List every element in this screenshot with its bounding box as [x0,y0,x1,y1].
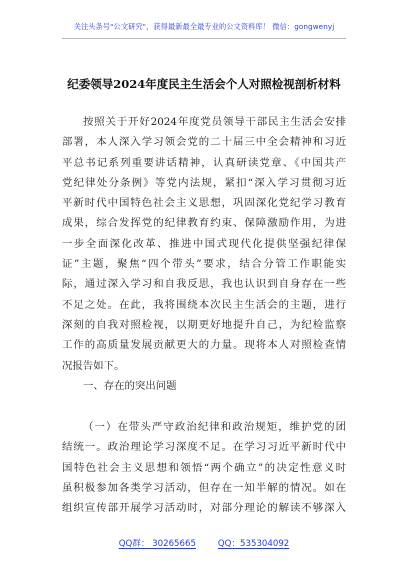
paragraph-line: 虽积极参加各类学习活动，但存在一知半解的情况。如在 [62,481,346,494]
paragraph-line: 结统一。政治理论学习深度不足。在学习习近平新时代中 [62,441,346,454]
paragraph-line: （一）在带头严守政治纪律和政治规矩，维护党的团 [83,421,346,433]
paragraph-line: 部署，本人深入学习领会党的二十届三中全会精神和习近 [62,136,346,149]
section-heading [62,376,346,396]
paragraph-line: 深刻的自我对照检视，以期更好地提升自己，为纪检监察 [62,318,346,331]
paragraph-line: 平总书记系列重要讲话精神，认真研读党章、《中国共产 [62,156,346,169]
paragraph-line: 一步全面深化改革、推进中国式现代化提供坚强纪律保 [62,237,346,250]
header-promo-text[interactable]: 关注头条号"公文研究"，获得最新最全最专业的公文资料库！ 微信：gongwenyj [73,22,335,31]
footer-contact[interactable] [0,537,408,549]
header-divider [62,38,346,39]
paragraph-line: 国特色社会主义思想和领悟“两个确立”的决定性意义时 [62,461,346,474]
paragraph-line: 党纪律处分条例》等党内法规，紧扣“深入学习贯彻习近 [62,176,346,189]
paragraph-issue-1 [62,417,346,518]
paragraph-intro [62,112,346,376]
paragraph-line: 际，通过深入学习和自我反思，我也认识到自身存在一些 [62,278,346,291]
paragraph-line: 证”主题，聚焦“四个带头”要求，结合分管工作职能实 [62,258,346,271]
paragraph-line: 平新时代中国特色社会主义思想，巩固深化党纪学习教育 [62,197,346,210]
paragraph-line: 工作的高质量发展贡献更大的力量。现将本人对照检查情 [62,339,346,352]
footer-qq-number[interactable]: QQ：535304092 [217,539,290,549]
paragraph-line: 按照关于开好2024年度党员领导干部民主生活会安排 [83,116,346,128]
footer-qq-group[interactable]: QQ群： 30265665 [118,539,196,549]
section-heading-text: 一、存在的突出问题 [83,380,177,392]
paragraph-line: 不足之处。在此，我将围绕本次民主生活会的主题，进行 [62,298,346,311]
document-title: 纪委领导2024年度民主生活会个人对照检视剖析材料 [67,77,341,91]
paragraph-line: 况报告如下。 [62,359,125,372]
paragraph-line: 成果，综合发挥党的纪律教育约束、保障激励作用，为进 [62,217,346,230]
paragraph-line: 组织宣传部开展学习活动时，对部分理论的解读不够深入 [62,502,346,515]
